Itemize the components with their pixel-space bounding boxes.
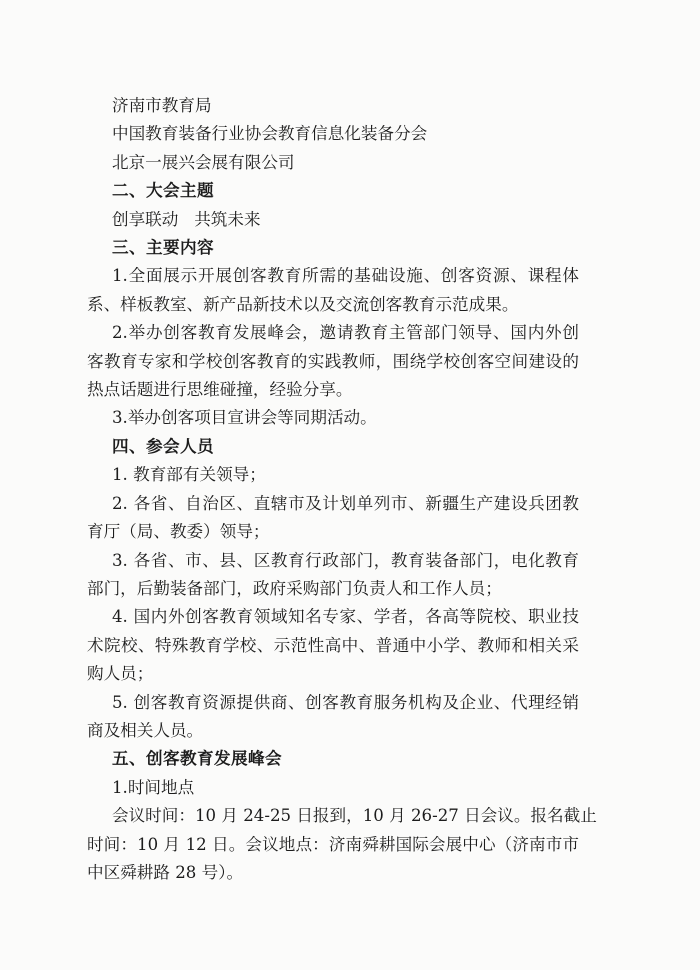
paragraph-line: 1.全面展示开展创客教育所需的基础设施、创客资源、课程体 [112, 266, 579, 286]
paragraph-line: 部门，后勤装备部门，政府采购部门负责人和工作人员； [87, 578, 502, 598]
paragraph-line: 育厅（局、教委）领导； [87, 522, 270, 542]
paragraph-line: 商及相关人员。 [87, 720, 204, 740]
section-3-item-3 [112, 404, 604, 432]
section-3-item-2 [87, 319, 604, 404]
org-line-2: 中国教育装备行业协会教育信息化装备分会 [112, 124, 428, 144]
paragraph-line: 3. 各省、市、县、区教育行政部门，教育装备部门，电化教育 [112, 550, 579, 570]
section-4-item-4 [87, 603, 604, 688]
paragraph-line: 中区舜耕路 28 号）。 [87, 862, 244, 882]
section-5-heading: 五、创客教育发展峰会 [112, 749, 282, 769]
paragraph-line: 会议时间：10 月 24-25 日报到，10 月 26-27 日会议。报名截止 [112, 806, 597, 826]
section-4-heading: 四、参会人员 [112, 436, 214, 456]
section-2-heading: 二、大会主题 [112, 181, 214, 201]
section-4-item-5 [87, 689, 604, 746]
section-4-item-3 [87, 547, 604, 604]
paragraph-line: 3.举办创客项目宣讲会等同期活动。 [112, 408, 377, 428]
paragraph-line: 4. 国内外创客教育领域知名专家、学者，各高等院校、职业技 [112, 607, 579, 627]
paragraph-line: 术院校、特殊教育学校、示范性高中、普通中小学、教师和相关采 [87, 635, 579, 655]
section-4-item-1 [112, 461, 604, 489]
paragraph-line: 系、样板教室、新产品新技术以及交流创客教育示范成果。 [87, 294, 519, 314]
paragraph-line: 5. 创客教育资源提供商、创客教育服务机构及企业、代理经销 [112, 692, 579, 712]
section-3-item-1 [87, 262, 604, 319]
section-4-item-2 [87, 490, 604, 547]
org-line-3: 北京一展兴会展有限公司 [112, 152, 295, 172]
theme-text: 创享联动 共筑未来 [112, 209, 261, 229]
paragraph-line: 热点话题进行思维碰撞，经验分享。 [87, 380, 353, 400]
paragraph-line: 2. 各省、自治区、直辖市及计划单列市、新疆生产建设兵团教 [112, 493, 579, 513]
section-3-heading: 三、主要内容 [112, 238, 214, 258]
section-5-sub-heading: 1.时间地点 [112, 777, 195, 797]
paragraph-line: 2.举办创客教育发展峰会，邀请教育主管部门领导、国内外创 [112, 323, 579, 343]
paragraph-line: 1. 教育部有关领导； [112, 465, 266, 485]
org-line-1: 济南市教育局 [112, 96, 212, 115]
paragraph-line: 时间：10 月 12 日。会议地点：济南舜耕国际会展中心（济南市市 [87, 834, 579, 854]
section-5-paragraph [87, 802, 604, 887]
paragraph-line: 客教育专家和学校创客教育的实践教师，围绕学校创客空间建设的 [87, 351, 579, 371]
paragraph-line: 购人员； [87, 664, 154, 684]
